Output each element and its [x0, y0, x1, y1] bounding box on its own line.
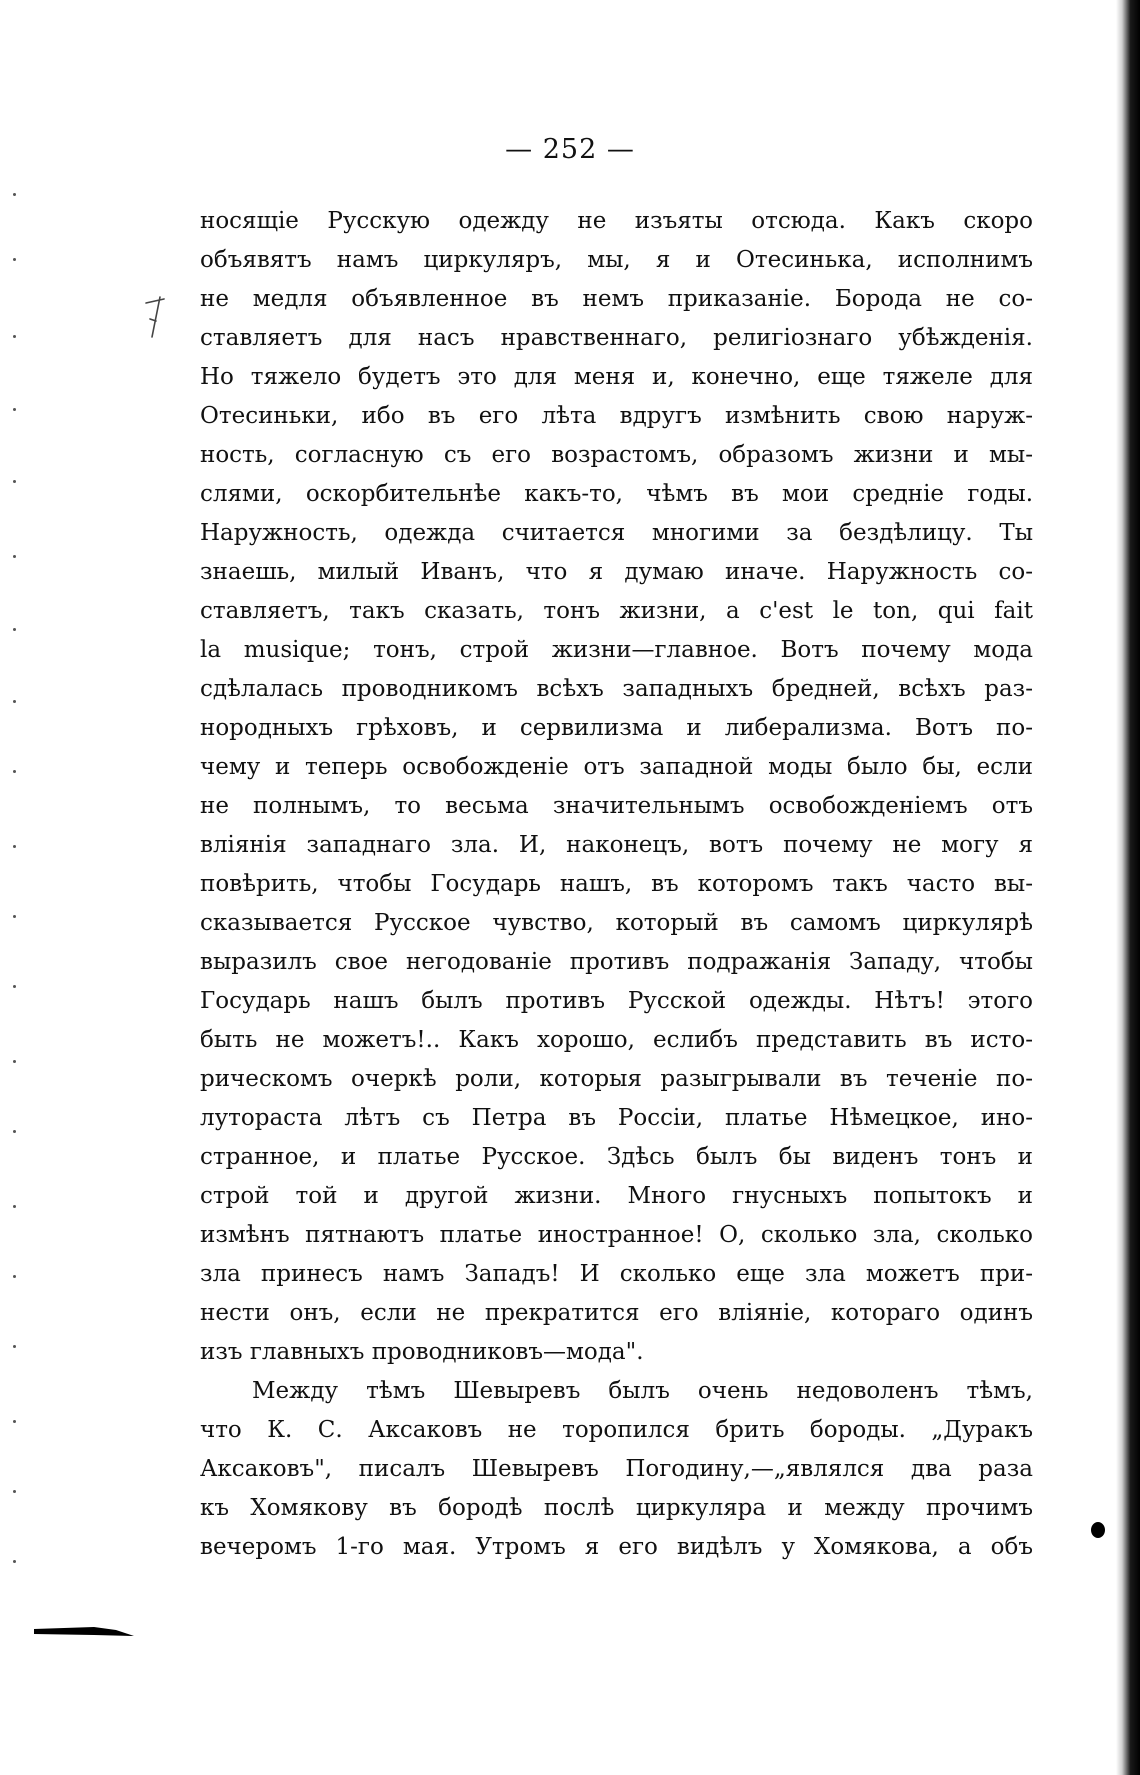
scan-blot	[34, 1624, 134, 1638]
text-line: la musique; тонъ, строй жизни—главное. Вотъ почему мода	[200, 637, 1033, 663]
text-line: Между тѣмъ Шевыревъ былъ очень недоволенъ тѣмъ,	[252, 1378, 1033, 1404]
text-line: рическомъ очеркѣ роли, которыя разыгрывали въ теченіе по-	[200, 1066, 1033, 1092]
scan-dot	[1091, 1522, 1105, 1538]
text-line: вліянія западнаго зла. И, наконецъ, вотъ почему не могу я	[200, 832, 1033, 858]
text-line: чему и теперь освобожденіе отъ западной моды было бы, если	[200, 754, 1033, 780]
scan-speck	[13, 1560, 16, 1563]
scan-speck	[13, 1130, 16, 1133]
text-line: изъ главныхъ проводниковъ—мода".	[200, 1339, 644, 1365]
scan-speck	[13, 985, 16, 988]
scan-speck	[13, 1345, 16, 1348]
text-line: носящіе Русскую одежду не изъяты отсюда. Какъ скоро	[200, 208, 1033, 234]
scan-speck	[13, 1060, 16, 1063]
text-line: зла принесъ намъ Западъ! И сколько еще зла можетъ при-	[200, 1261, 1033, 1287]
scan-speck	[13, 335, 16, 338]
scan-speck	[13, 193, 16, 196]
text-line: сдѣлалась проводникомъ всѣхъ западныхъ бредней, всѣхъ раз-	[200, 676, 1033, 702]
text-line: Наружность, одежда считается многими за бездѣлицу. Ты	[200, 520, 1033, 546]
text-line: не медля объявленное въ немъ приказаніе. Борода не со-	[200, 286, 1033, 312]
text-line: сказывается Русское чувство, который въ самомъ циркулярѣ	[200, 910, 1033, 936]
text-line: объявятъ намъ циркуляръ, мы, я и Отесинька, исполнимъ	[200, 247, 1033, 273]
text-line: измѣнъ пятнаютъ платье иностранное! О, сколько зла, сколько	[200, 1222, 1033, 1248]
scan-speck	[13, 1420, 16, 1423]
scan-speck	[13, 845, 16, 848]
scan-speck	[13, 1490, 16, 1493]
text-line: вечеромъ 1-го мая. Утромъ я его видѣлъ у Хомякова, а объ	[200, 1534, 1033, 1560]
text-line: слями, оскорбительнѣе какъ-то, чѣмъ въ мои средніе годы.	[200, 481, 1033, 507]
scan-speck	[13, 480, 16, 483]
scan-speck	[13, 258, 16, 261]
scan-speck	[13, 1205, 16, 1208]
text-line: ставляетъ для насъ нравственнаго, религіознаго убѣжденія.	[200, 325, 1033, 351]
text-line: быть не можетъ!.. Какъ хорошо, еслибъ представить въ исто-	[200, 1027, 1033, 1053]
scan-edge-shadow	[1116, 0, 1140, 1775]
text-line: ность, согласную съ его возрастомъ, образомъ жизни и мы-	[200, 442, 1033, 468]
text-line: Аксаковъ", писалъ Шевыревъ Погодину,—„являлся два раза	[200, 1456, 1033, 1482]
text-line: Государь нашъ былъ противъ Русской одежды. Нѣтъ! этого	[200, 988, 1033, 1014]
scan-speck	[13, 555, 16, 558]
text-line: Но тяжело будетъ это для меня и, конечно, еще тяжеле для	[200, 364, 1033, 390]
scan-speck	[13, 628, 16, 631]
page-number: — 252 —	[505, 134, 635, 165]
text-line: ставляетъ, такъ сказать, тонъ жизни, a c'est le ton, qui fait	[200, 598, 1033, 624]
body-text	[200, 202, 1033, 1567]
text-line: нести онъ, если не прекратится его вліяніе, котораго одинъ	[200, 1300, 1033, 1326]
text-line: знаешь, милый Иванъ, что я думаю иначе. Наружность со-	[200, 559, 1033, 585]
scan-speck	[13, 1275, 16, 1278]
text-line: повѣрить, чтобы Государь нашъ, въ которомъ такъ часто вы-	[200, 871, 1033, 897]
text-line: выразилъ свое негодованіе противъ подражанія Западу, чтобы	[200, 949, 1033, 975]
text-line: Отесиньки, ибо въ его лѣта вдругъ измѣнить свою наруж-	[200, 403, 1033, 429]
text-line: что К. С. Аксаковъ не торопился брить бороды. „Дуракъ	[200, 1417, 1033, 1443]
scan-speck	[13, 915, 16, 918]
text-line: не полнымъ, то весьма значительнымъ освобожденіемъ отъ	[200, 793, 1033, 819]
text-line: къ Хомякову въ бородѣ послѣ циркуляра и между прочимъ	[200, 1495, 1033, 1521]
text-line: лутораста лѣтъ съ Петра въ Россіи, платье Нѣмецкое, ино-	[200, 1105, 1033, 1131]
scan-speck	[13, 770, 16, 773]
text-line: странное, и платье Русское. Здѣсь былъ бы виденъ тонъ и	[200, 1144, 1033, 1170]
scan-speck	[13, 408, 16, 411]
scan-speck	[13, 700, 16, 703]
margin-pencil-mark	[140, 293, 170, 343]
text-line: строй той и другой жизни. Много гнусныхъ попытокъ и	[200, 1183, 1033, 1209]
text-line: нородныхъ грѣховъ, и сервилизма и либерализма. Вотъ по-	[200, 715, 1033, 741]
